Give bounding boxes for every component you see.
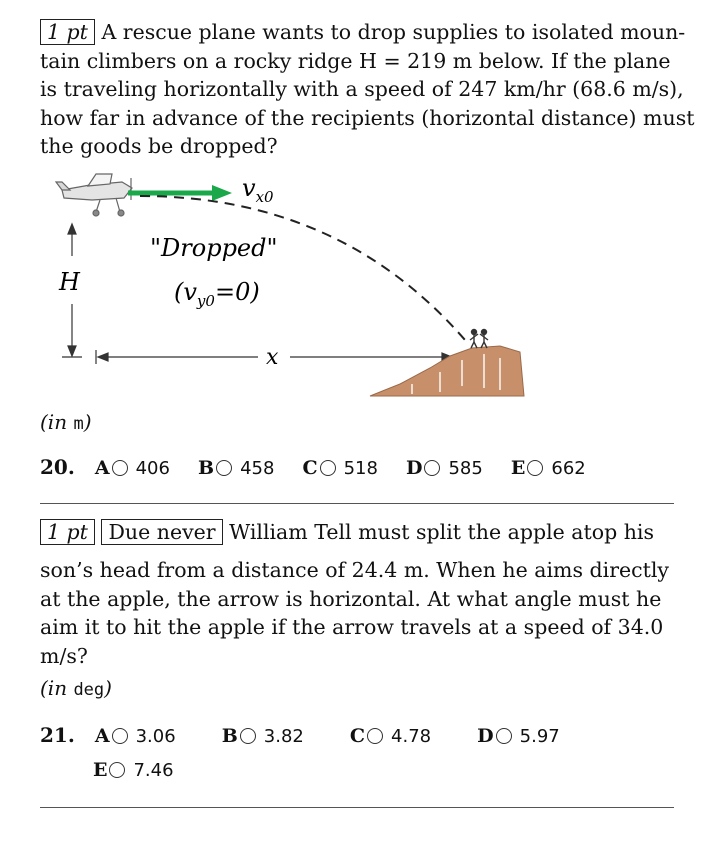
q21-text-line1: William Tell must split the apple atop his [229, 520, 654, 544]
q20-option-a[interactable]: A 406 [94, 457, 170, 479]
plane-icon [56, 174, 132, 216]
q21-option-d[interactable]: D 5.97 [477, 725, 560, 747]
q21-unit: (in deg) [40, 676, 112, 700]
q21-answers [40, 723, 582, 747]
q20-text [40, 18, 695, 161]
radio-icon[interactable] [109, 762, 125, 778]
distance-label: x [266, 345, 279, 370]
dropped-label: "Dropped" [150, 234, 278, 262]
q21-due-box: Due never [101, 519, 222, 545]
velocity-label: $v_{x0}$ [242, 174, 274, 206]
mountain-ridge [370, 346, 524, 396]
q21-option-b[interactable]: B 3.82 [221, 725, 304, 747]
q20-text-line1: A rescue plane wants to drop supplies to isolated moun- [101, 20, 686, 44]
q20-text-line2: tain climbers on a rocky ridge H = 219 m below. If the plane [40, 48, 671, 73]
q20-number: 20. [40, 455, 75, 479]
radio-icon[interactable] [424, 460, 440, 476]
q21-answers-row2 [93, 759, 196, 781]
q20-option-e[interactable]: E 662 [510, 457, 586, 479]
radio-icon[interactable] [527, 460, 543, 476]
q21-text-line5: m/s? [40, 643, 88, 668]
q20-answers [40, 455, 608, 479]
velocity-arrow [128, 185, 232, 201]
radio-icon[interactable] [240, 728, 256, 744]
q20-text-line3: is traveling horizontally with a speed of 247 km/hr (68.6 m/s), [40, 77, 684, 101]
radio-icon[interactable] [496, 728, 512, 744]
q20-text-line4: how far in advance of the recipients (horizontal distance) must [40, 105, 695, 130]
projectile-figure [0, 160, 712, 410]
radio-icon[interactable] [216, 460, 232, 476]
radio-icon[interactable] [367, 728, 383, 744]
trajectory-path [140, 196, 465, 340]
q20-unit: (in m) [40, 410, 92, 434]
q21-text-line3: at the apple, the arrow is horizontal. At what angle must he [40, 586, 662, 611]
q20-option-b[interactable]: B 458 [198, 457, 275, 479]
radio-icon[interactable] [320, 460, 336, 476]
radio-icon[interactable] [112, 728, 128, 744]
height-label: H [59, 268, 80, 296]
divider [40, 503, 674, 504]
vy-label: $(v_{y0}=0)$ [174, 278, 260, 310]
q21-text [40, 518, 674, 670]
q21-option-a[interactable]: A 3.06 [94, 725, 176, 747]
climbers-icon [470, 330, 488, 349]
q20-text-line5: the goods be dropped? [40, 134, 278, 158]
q21-number: 21. [40, 723, 75, 747]
q20-option-c[interactable]: C 518 [302, 457, 378, 479]
q20-option-d[interactable]: D 585 [406, 457, 483, 479]
q20-points-box: 1 pt [40, 19, 95, 45]
q21-option-e[interactable]: E 7.46 [93, 759, 174, 781]
q21-option-c[interactable]: C 4.78 [349, 725, 432, 747]
divider [40, 807, 674, 808]
q21-text-line2: son’s head from a distance of 24.4 m. When he aims directly [40, 558, 670, 582]
q21-points-box: 1 pt [40, 519, 95, 545]
q21-text-line4: aim it to hit the apple if the arrow travels at a speed of 34.0 [40, 615, 664, 639]
radio-icon[interactable] [112, 460, 128, 476]
